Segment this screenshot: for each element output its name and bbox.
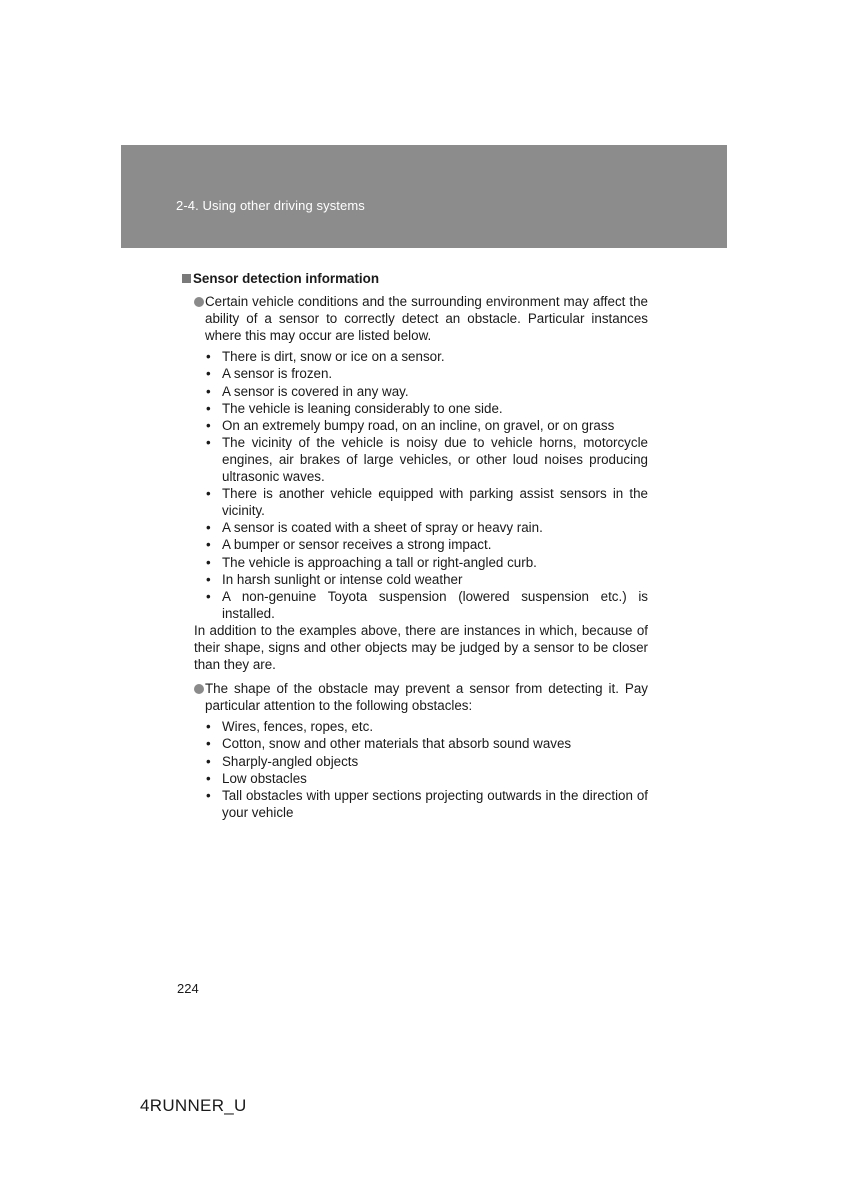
square-bullet-icon	[182, 274, 191, 283]
bullet-dot-icon: •	[206, 554, 211, 570]
bullet-dot-icon: •	[206, 770, 211, 786]
section-heading	[182, 270, 648, 287]
list-item: • A bumper or sensor receives a strong impact.	[206, 537, 492, 553]
list-item: • The vehicle is leaning considerably to one side.	[206, 400, 503, 416]
bullet-dot-icon: •	[206, 719, 211, 735]
closing-paragraph: In addition to the examples above, there are instances in which, because of their shape, signs and other objects may be judged by a sensor to be closer than they are.	[194, 622, 648, 673]
list-item: • A non-genuine Toyota suspension (lowered suspension etc.) is installed.	[206, 588, 648, 621]
list-item: • Tall obstacles with upper sections projecting outwards in the direction of your vehicle	[206, 787, 648, 820]
list-item: • In harsh sunlight or intense cold weather	[206, 571, 463, 587]
bullet-dot-icon: •	[206, 383, 211, 399]
condition-item-2-text: The shape of the obstacle may prevent a sensor from detecting it. Pay particular attention to the following obstacles:	[205, 681, 648, 714]
list-item: • A sensor is covered in any way.	[206, 383, 409, 399]
bullet-dot-icon: •	[206, 417, 211, 433]
bullet-dot-icon: •	[206, 434, 211, 450]
circle-bullet-icon	[194, 684, 204, 694]
bullet-dot-icon: •	[206, 588, 211, 604]
bullet-dot-icon: •	[206, 366, 211, 382]
list-item: • A sensor is frozen.	[206, 366, 333, 382]
circle-bullet-icon	[194, 297, 204, 307]
bullet-dot-icon: •	[206, 787, 211, 803]
list-item: • The vehicle is approaching a tall or right-angled curb.	[206, 554, 537, 570]
list-item: • Wires, fences, ropes, etc.	[206, 719, 374, 735]
condition-item-1	[182, 293, 648, 344]
list-item: • On an extremely bumpy road, on an incline, on gravel, or on grass	[206, 417, 615, 433]
bullet-dot-icon: •	[206, 486, 211, 502]
condition-list-1	[182, 348, 648, 622]
list-item: • Low obstacles	[206, 770, 307, 786]
bullet-dot-icon: •	[206, 537, 211, 553]
page-number: 224	[177, 981, 199, 996]
bullet-dot-icon: •	[206, 736, 211, 752]
bullet-dot-icon: •	[206, 753, 211, 769]
list-item: • Cotton, snow and other materials that absorb sound waves	[206, 736, 572, 752]
list-item: • There is dirt, snow or ice on a sensor.	[206, 349, 445, 365]
section-heading-text: Sensor detection information	[193, 271, 379, 286]
list-item: • There is another vehicle equipped with parking assist sensors in the vicinity.	[206, 486, 648, 519]
list-item: • The vicinity of the vehicle is noisy due to vehicle horns, motorcycle engines, air brakes of large vehicles, or other loud noises producing ultrasonic waves.	[206, 434, 648, 485]
list-item: • Sharply-angled objects	[206, 753, 359, 769]
list-item: • A sensor is coated with a sheet of spray or heavy rain.	[206, 520, 543, 536]
bullet-dot-icon: •	[206, 349, 211, 365]
chapter-header-band	[121, 145, 727, 248]
document-code: 4RUNNER_U	[140, 1096, 247, 1115]
bullet-dot-icon: •	[206, 400, 211, 416]
condition-list-2	[182, 718, 648, 821]
section-title: 2-4. Using other driving systems	[176, 198, 365, 213]
page-content	[182, 270, 648, 821]
bullet-dot-icon: •	[206, 520, 211, 536]
bullet-dot-icon: •	[206, 571, 211, 587]
condition-item-2	[182, 680, 648, 714]
condition-item-1-text: Certain vehicle conditions and the surrounding environment may affect the ability of a sensor to correctly detect an obstacle. Particular instances where this may occur are listed below.	[205, 294, 648, 344]
